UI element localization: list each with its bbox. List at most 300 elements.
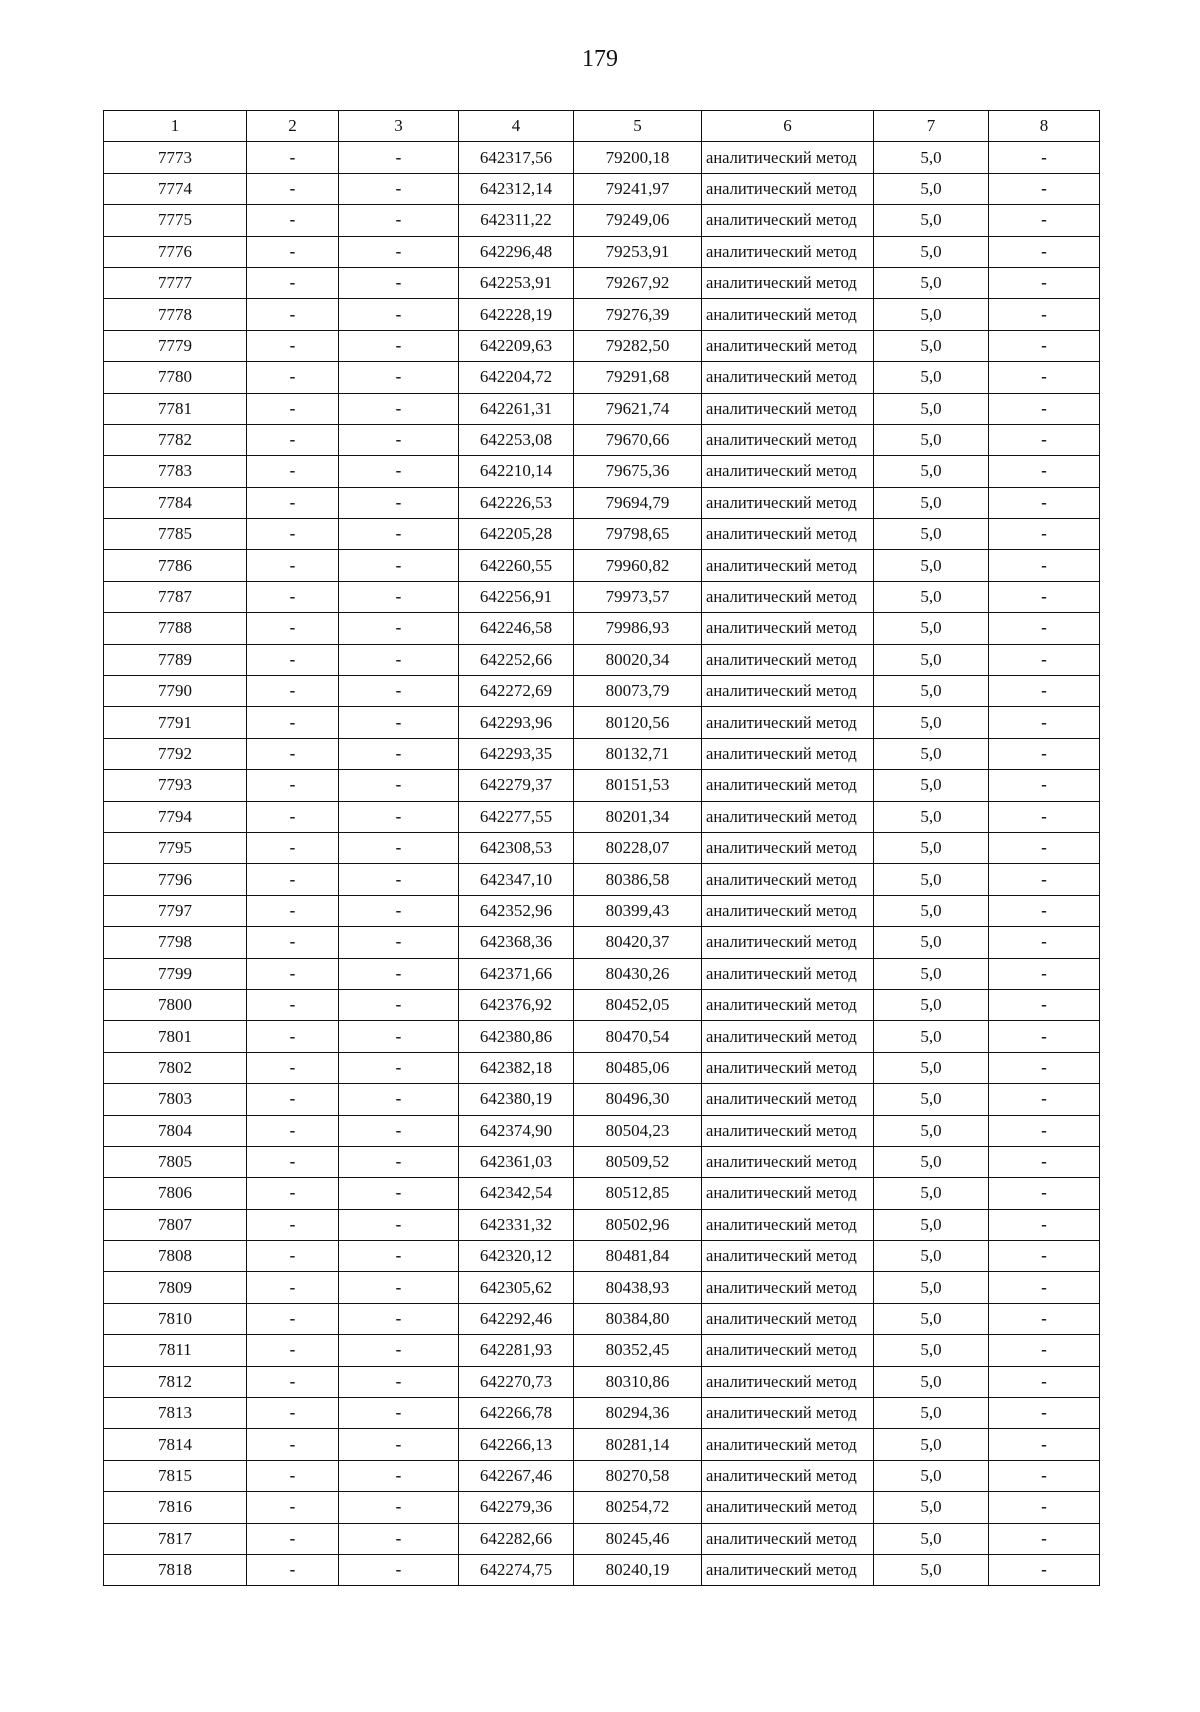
y-coordinate-cell: 80352,45 (574, 1335, 702, 1366)
point-number-cell: 7808 (104, 1241, 247, 1272)
accuracy-cell: 5,0 (874, 1209, 989, 1240)
table-row (104, 989, 1100, 1020)
point-number-cell: 7798 (104, 927, 247, 958)
accuracy-cell: 5,0 (874, 519, 989, 550)
col2-cell: - (247, 362, 339, 393)
y-coordinate-cell: 80245,46 (574, 1523, 702, 1554)
method-cell: аналитический метод (702, 1492, 874, 1523)
col3-cell: - (339, 1084, 459, 1115)
col3-cell: - (339, 1492, 459, 1523)
y-coordinate-cell: 79621,74 (574, 393, 702, 424)
col2-cell: - (247, 393, 339, 424)
y-coordinate-cell: 79267,92 (574, 267, 702, 298)
method-cell: аналитический метод (702, 989, 874, 1020)
col8-cell: - (989, 738, 1100, 769)
col8-cell: - (989, 1554, 1100, 1585)
y-coordinate-cell: 79291,68 (574, 362, 702, 393)
col3-cell: - (339, 927, 459, 958)
col8-cell: - (989, 707, 1100, 738)
table-row (104, 1178, 1100, 1209)
x-coordinate-cell: 642320,12 (459, 1241, 574, 1272)
x-coordinate-cell: 642293,35 (459, 738, 574, 769)
accuracy-cell: 5,0 (874, 770, 989, 801)
x-coordinate-cell: 642380,86 (459, 1021, 574, 1052)
table-row (104, 236, 1100, 267)
table-row (104, 1335, 1100, 1366)
col3-cell: - (339, 1523, 459, 1554)
point-number-cell: 7773 (104, 142, 247, 173)
method-cell: аналитический метод (702, 1084, 874, 1115)
x-coordinate-cell: 642317,56 (459, 142, 574, 173)
x-coordinate-cell: 642261,31 (459, 393, 574, 424)
table-header-row (104, 111, 1100, 142)
method-cell: аналитический метод (702, 393, 874, 424)
col8-cell: - (989, 1272, 1100, 1303)
accuracy-cell: 5,0 (874, 424, 989, 455)
method-cell: аналитический метод (702, 770, 874, 801)
col8-cell: - (989, 1523, 1100, 1554)
col2-cell: - (247, 1115, 339, 1146)
method-cell: аналитический метод (702, 644, 874, 675)
col8-cell: - (989, 1115, 1100, 1146)
x-coordinate-cell: 642279,37 (459, 770, 574, 801)
col8-cell: - (989, 424, 1100, 455)
point-number-cell: 7783 (104, 456, 247, 487)
y-coordinate-cell: 80481,84 (574, 1241, 702, 1272)
x-coordinate-cell: 642382,18 (459, 1052, 574, 1083)
col2-cell: - (247, 613, 339, 644)
col3-cell: - (339, 581, 459, 612)
method-cell: аналитический метод (702, 1021, 874, 1052)
col8-cell: - (989, 895, 1100, 926)
accuracy-cell: 5,0 (874, 456, 989, 487)
point-number-cell: 7789 (104, 644, 247, 675)
point-number-cell: 7818 (104, 1554, 247, 1585)
col3-cell: - (339, 1429, 459, 1460)
col2-cell: - (247, 1554, 339, 1585)
col2-cell: - (247, 299, 339, 330)
y-coordinate-cell: 80310,86 (574, 1366, 702, 1397)
col8-cell: - (989, 801, 1100, 832)
col8-cell: - (989, 393, 1100, 424)
col8-cell: - (989, 613, 1100, 644)
accuracy-cell: 5,0 (874, 676, 989, 707)
point-number-cell: 7817 (104, 1523, 247, 1554)
col3-cell: - (339, 707, 459, 738)
method-cell: аналитический метод (702, 456, 874, 487)
y-coordinate-cell: 80386,58 (574, 864, 702, 895)
method-cell: аналитический метод (702, 738, 874, 769)
point-number-cell: 7810 (104, 1303, 247, 1334)
point-number-cell: 7795 (104, 832, 247, 863)
y-coordinate-cell: 79986,93 (574, 613, 702, 644)
table-row (104, 1115, 1100, 1146)
point-number-cell: 7815 (104, 1460, 247, 1491)
y-coordinate-cell: 80201,34 (574, 801, 702, 832)
accuracy-cell: 5,0 (874, 1492, 989, 1523)
y-coordinate-cell: 80120,56 (574, 707, 702, 738)
y-coordinate-cell: 80228,07 (574, 832, 702, 863)
point-number-cell: 7784 (104, 487, 247, 518)
table-row (104, 550, 1100, 581)
x-coordinate-cell: 642376,92 (459, 989, 574, 1020)
col8-cell: - (989, 330, 1100, 361)
y-coordinate-cell: 80270,58 (574, 1460, 702, 1491)
col2-cell: - (247, 1398, 339, 1429)
col8-cell: - (989, 1303, 1100, 1334)
col8-cell: - (989, 1460, 1100, 1491)
table-row (104, 1398, 1100, 1429)
x-coordinate-cell: 642267,46 (459, 1460, 574, 1491)
table-row (104, 330, 1100, 361)
col8-cell: - (989, 487, 1100, 518)
col8-cell: - (989, 1492, 1100, 1523)
x-coordinate-cell: 642270,73 (459, 1366, 574, 1397)
table-row (104, 456, 1100, 487)
point-number-cell: 7796 (104, 864, 247, 895)
coordinates-table (103, 110, 1100, 1586)
method-cell: аналитический метод (702, 142, 874, 173)
col2-cell: - (247, 1209, 339, 1240)
col3-cell: - (339, 738, 459, 769)
column-header: 7 (874, 111, 989, 142)
table-row (104, 393, 1100, 424)
y-coordinate-cell: 80509,52 (574, 1146, 702, 1177)
point-number-cell: 7800 (104, 989, 247, 1020)
col3-cell: - (339, 1335, 459, 1366)
point-number-cell: 7813 (104, 1398, 247, 1429)
point-number-cell: 7774 (104, 173, 247, 204)
method-cell: аналитический метод (702, 958, 874, 989)
accuracy-cell: 5,0 (874, 989, 989, 1020)
point-number-cell: 7807 (104, 1209, 247, 1240)
col2-cell: - (247, 581, 339, 612)
col3-cell: - (339, 864, 459, 895)
point-number-cell: 7788 (104, 613, 247, 644)
point-number-cell: 7793 (104, 770, 247, 801)
col8-cell: - (989, 1335, 1100, 1366)
accuracy-cell: 5,0 (874, 173, 989, 204)
accuracy-cell: 5,0 (874, 267, 989, 298)
method-cell: аналитический метод (702, 1272, 874, 1303)
col3-cell: - (339, 1241, 459, 1272)
table-row (104, 424, 1100, 455)
x-coordinate-cell: 642371,66 (459, 958, 574, 989)
table-row (104, 864, 1100, 895)
table-body (104, 142, 1100, 1586)
col3-cell: - (339, 236, 459, 267)
y-coordinate-cell: 80240,19 (574, 1554, 702, 1585)
accuracy-cell: 5,0 (874, 1366, 989, 1397)
col2-cell: - (247, 1146, 339, 1177)
col8-cell: - (989, 550, 1100, 581)
col8-cell: - (989, 1209, 1100, 1240)
col8-cell: - (989, 832, 1100, 863)
x-coordinate-cell: 642347,10 (459, 864, 574, 895)
point-number-cell: 7797 (104, 895, 247, 926)
accuracy-cell: 5,0 (874, 236, 989, 267)
y-coordinate-cell: 79798,65 (574, 519, 702, 550)
x-coordinate-cell: 642210,14 (459, 456, 574, 487)
col2-cell: - (247, 801, 339, 832)
col8-cell: - (989, 267, 1100, 298)
col3-cell: - (339, 550, 459, 581)
method-cell: аналитический метод (702, 832, 874, 863)
table-row (104, 832, 1100, 863)
y-coordinate-cell: 80430,26 (574, 958, 702, 989)
y-coordinate-cell: 79253,91 (574, 236, 702, 267)
column-header: 1 (104, 111, 247, 142)
accuracy-cell: 5,0 (874, 1460, 989, 1491)
accuracy-cell: 5,0 (874, 1084, 989, 1115)
accuracy-cell: 5,0 (874, 1303, 989, 1334)
point-number-cell: 7814 (104, 1429, 247, 1460)
y-coordinate-cell: 80496,30 (574, 1084, 702, 1115)
y-coordinate-cell: 79282,50 (574, 330, 702, 361)
accuracy-cell: 5,0 (874, 550, 989, 581)
point-number-cell: 7801 (104, 1021, 247, 1052)
col2-cell: - (247, 267, 339, 298)
y-coordinate-cell: 80420,37 (574, 927, 702, 958)
table-row (104, 801, 1100, 832)
col8-cell: - (989, 989, 1100, 1020)
method-cell: аналитический метод (702, 173, 874, 204)
method-cell: аналитический метод (702, 1398, 874, 1429)
method-cell: аналитический метод (702, 267, 874, 298)
col3-cell: - (339, 1272, 459, 1303)
col8-cell: - (989, 456, 1100, 487)
table-row (104, 770, 1100, 801)
col8-cell: - (989, 236, 1100, 267)
y-coordinate-cell: 80399,43 (574, 895, 702, 926)
col8-cell: - (989, 519, 1100, 550)
col3-cell: - (339, 613, 459, 644)
x-coordinate-cell: 642252,66 (459, 644, 574, 675)
table-row (104, 1241, 1100, 1272)
col8-cell: - (989, 205, 1100, 236)
accuracy-cell: 5,0 (874, 1052, 989, 1083)
accuracy-cell: 5,0 (874, 1021, 989, 1052)
col2-cell: - (247, 676, 339, 707)
col8-cell: - (989, 362, 1100, 393)
method-cell: аналитический метод (702, 550, 874, 581)
x-coordinate-cell: 642293,96 (459, 707, 574, 738)
table-row (104, 299, 1100, 330)
x-coordinate-cell: 642368,36 (459, 927, 574, 958)
method-cell: аналитический метод (702, 927, 874, 958)
col2-cell: - (247, 487, 339, 518)
col8-cell: - (989, 299, 1100, 330)
col3-cell: - (339, 1398, 459, 1429)
method-cell: аналитический метод (702, 1554, 874, 1585)
col2-cell: - (247, 864, 339, 895)
table-row (104, 173, 1100, 204)
col3-cell: - (339, 173, 459, 204)
x-coordinate-cell: 642228,19 (459, 299, 574, 330)
method-cell: аналитический метод (702, 1429, 874, 1460)
col8-cell: - (989, 770, 1100, 801)
x-coordinate-cell: 642266,78 (459, 1398, 574, 1429)
table-row (104, 487, 1100, 518)
col3-cell: - (339, 958, 459, 989)
y-coordinate-cell: 80254,72 (574, 1492, 702, 1523)
accuracy-cell: 5,0 (874, 1272, 989, 1303)
col2-cell: - (247, 1178, 339, 1209)
table-row (104, 1272, 1100, 1303)
point-number-cell: 7794 (104, 801, 247, 832)
col3-cell: - (339, 832, 459, 863)
table-row (104, 519, 1100, 550)
col2-cell: - (247, 707, 339, 738)
table-row (104, 676, 1100, 707)
table-row (104, 644, 1100, 675)
method-cell: аналитический метод (702, 1335, 874, 1366)
x-coordinate-cell: 642205,28 (459, 519, 574, 550)
column-header: 5 (574, 111, 702, 142)
y-coordinate-cell: 80151,53 (574, 770, 702, 801)
x-coordinate-cell: 642380,19 (459, 1084, 574, 1115)
col2-cell: - (247, 832, 339, 863)
y-coordinate-cell: 80384,80 (574, 1303, 702, 1334)
x-coordinate-cell: 642260,55 (459, 550, 574, 581)
x-coordinate-cell: 642305,62 (459, 1272, 574, 1303)
y-coordinate-cell: 80504,23 (574, 1115, 702, 1146)
col2-cell: - (247, 644, 339, 675)
y-coordinate-cell: 80294,36 (574, 1398, 702, 1429)
table-row (104, 1052, 1100, 1083)
point-number-cell: 7805 (104, 1146, 247, 1177)
col2-cell: - (247, 173, 339, 204)
method-cell: аналитический метод (702, 581, 874, 612)
method-cell: аналитический метод (702, 1146, 874, 1177)
point-number-cell: 7781 (104, 393, 247, 424)
accuracy-cell: 5,0 (874, 738, 989, 769)
col8-cell: - (989, 581, 1100, 612)
x-coordinate-cell: 642204,72 (459, 362, 574, 393)
col2-cell: - (247, 1335, 339, 1366)
accuracy-cell: 5,0 (874, 1523, 989, 1554)
col2-cell: - (247, 738, 339, 769)
point-number-cell: 7780 (104, 362, 247, 393)
col2-cell: - (247, 989, 339, 1020)
col3-cell: - (339, 1052, 459, 1083)
table-row (104, 1209, 1100, 1240)
col3-cell: - (339, 393, 459, 424)
x-coordinate-cell: 642279,36 (459, 1492, 574, 1523)
method-cell: аналитический метод (702, 519, 874, 550)
point-number-cell: 7799 (104, 958, 247, 989)
table-row (104, 1084, 1100, 1115)
method-cell: аналитический метод (702, 1303, 874, 1334)
method-cell: аналитический метод (702, 1460, 874, 1491)
col2-cell: - (247, 330, 339, 361)
x-coordinate-cell: 642209,63 (459, 330, 574, 361)
point-number-cell: 7802 (104, 1052, 247, 1083)
x-coordinate-cell: 642342,54 (459, 1178, 574, 1209)
col3-cell: - (339, 1021, 459, 1052)
x-coordinate-cell: 642266,13 (459, 1429, 574, 1460)
accuracy-cell: 5,0 (874, 895, 989, 926)
table-row (104, 362, 1100, 393)
column-header: 6 (702, 111, 874, 142)
point-number-cell: 7804 (104, 1115, 247, 1146)
table-row (104, 1554, 1100, 1585)
table-row (104, 1523, 1100, 1554)
y-coordinate-cell: 80452,05 (574, 989, 702, 1020)
col3-cell: - (339, 1115, 459, 1146)
col3-cell: - (339, 299, 459, 330)
x-coordinate-cell: 642282,66 (459, 1523, 574, 1554)
x-coordinate-cell: 642253,91 (459, 267, 574, 298)
method-cell: аналитический метод (702, 236, 874, 267)
table-row (104, 267, 1100, 298)
x-coordinate-cell: 642246,58 (459, 613, 574, 644)
accuracy-cell: 5,0 (874, 1554, 989, 1585)
x-coordinate-cell: 642292,46 (459, 1303, 574, 1334)
x-coordinate-cell: 642296,48 (459, 236, 574, 267)
table-row (104, 738, 1100, 769)
accuracy-cell: 5,0 (874, 299, 989, 330)
table-row (104, 1303, 1100, 1334)
point-number-cell: 7803 (104, 1084, 247, 1115)
y-coordinate-cell: 79249,06 (574, 205, 702, 236)
accuracy-cell: 5,0 (874, 487, 989, 518)
point-number-cell: 7776 (104, 236, 247, 267)
method-cell: аналитический метод (702, 707, 874, 738)
col3-cell: - (339, 267, 459, 298)
col8-cell: - (989, 676, 1100, 707)
y-coordinate-cell: 80485,06 (574, 1052, 702, 1083)
x-coordinate-cell: 642277,55 (459, 801, 574, 832)
col2-cell: - (247, 1241, 339, 1272)
col3-cell: - (339, 895, 459, 926)
col3-cell: - (339, 989, 459, 1020)
col2-cell: - (247, 1303, 339, 1334)
col2-cell: - (247, 958, 339, 989)
y-coordinate-cell: 80512,85 (574, 1178, 702, 1209)
table-row (104, 1460, 1100, 1491)
col3-cell: - (339, 1554, 459, 1585)
point-number-cell: 7777 (104, 267, 247, 298)
col3-cell: - (339, 676, 459, 707)
col3-cell: - (339, 424, 459, 455)
col3-cell: - (339, 770, 459, 801)
accuracy-cell: 5,0 (874, 393, 989, 424)
col8-cell: - (989, 1021, 1100, 1052)
point-number-cell: 7787 (104, 581, 247, 612)
col2-cell: - (247, 456, 339, 487)
col3-cell: - (339, 1146, 459, 1177)
method-cell: аналитический метод (702, 1209, 874, 1240)
col8-cell: - (989, 1398, 1100, 1429)
point-number-cell: 7812 (104, 1366, 247, 1397)
method-cell: аналитический метод (702, 1115, 874, 1146)
col2-cell: - (247, 1429, 339, 1460)
col8-cell: - (989, 1084, 1100, 1115)
accuracy-cell: 5,0 (874, 1429, 989, 1460)
accuracy-cell: 5,0 (874, 864, 989, 895)
method-cell: аналитический метод (702, 676, 874, 707)
point-number-cell: 7806 (104, 1178, 247, 1209)
table-row (104, 142, 1100, 173)
col2-cell: - (247, 236, 339, 267)
point-number-cell: 7782 (104, 424, 247, 455)
accuracy-cell: 5,0 (874, 330, 989, 361)
col2-cell: - (247, 1052, 339, 1083)
method-cell: аналитический метод (702, 801, 874, 832)
point-number-cell: 7792 (104, 738, 247, 769)
y-coordinate-cell: 79241,97 (574, 173, 702, 204)
